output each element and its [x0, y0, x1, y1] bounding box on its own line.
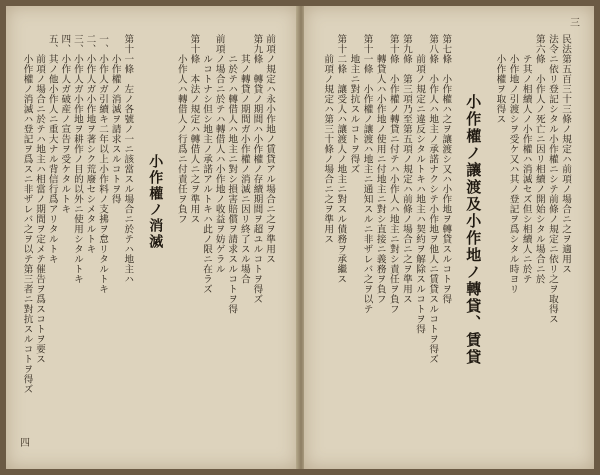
text-column: 前項ノ場合ニ於テハ地主ハ相當ノ期間ヲ定メテ催告ヲ爲スコトヲ要ス: [34, 44, 46, 364]
page-number: 四: [20, 438, 30, 449]
text-column: 二、小作人ガ小作地ヲ著シク荒廢セシメタルトキ: [84, 34, 96, 254]
text-column: 一、小作人ガ引續キ二年以上小作料ノ支拂ヲ怠リタルトキ: [97, 34, 109, 294]
text-column: 第六條 小作人ノ死亡ニ因リ相續ノ開始シタル場合ニ於: [533, 34, 545, 284]
text-column: 小作地ノ引渡シヲ受ケ又ハ其ノ登記ヲ爲シタル時ヨリ: [507, 44, 519, 294]
text-column: 第七條 小作權ハ之ヲ讓渡シ又ハ小作地ヲ轉貸スルコトヲ得: [440, 34, 452, 304]
text-column: テ其ノ相續人ノ小作權ハ消滅セズ但シ相續人ニ於テ: [520, 44, 532, 284]
page-number: 三: [570, 18, 580, 29]
text-column: 五、其ノ他小作人ニ重大ナル背信行爲アリタルトキ: [47, 34, 58, 264]
text-column: 其ノ轉貸ノ期間ガ小作權ノ消滅ニ因リ終了スル場合: [239, 44, 250, 284]
text-column: 小作權ノ消滅ハ登記ヲ爲スニ非ザレバ之ヲ以テ第三者ニ對抗スルコトヲ得ズ: [21, 44, 33, 394]
right-page-text: [322, 34, 572, 435]
text-column: 第十條 本法ノ規定ハ轉借人ニ之ヲ準用ス: [188, 34, 200, 224]
left-page: [6, 6, 298, 469]
right-page: [304, 6, 594, 469]
text-column: ニ於テハ轉借人ハ地主ニ對シ損害賠償ヲ請求スルコトヲ得: [226, 44, 238, 314]
text-column: 前項ノ規定ハ第三十條ノ場合ニ之ヲ準用ス: [322, 44, 334, 244]
text-column: 小作權ノ消滅ヲ請求スルコトヲ得: [110, 44, 121, 204]
text-column: 第十一條 左ノ各號ノ一ニ該當スル場合ニ於テハ地主ハ: [122, 34, 134, 284]
text-column: 轉貸人ハ小作地ノ使用ニ付地主ニ對シ直接ニ義務ヲ負フ: [374, 44, 386, 304]
section-heading: 小作權ノ讓渡及小作地ノ轉貸、賃貸: [464, 94, 483, 366]
text-column: 前項ノ規定ニ違反シタルトキハ地主ハ契約ヲ解除スルコトヲ得: [414, 44, 425, 334]
left-page-text: [22, 34, 276, 435]
text-column: 小作人ハ轉借人ノ行爲ニ付責任ヲ負フ: [176, 44, 187, 224]
text-column: 第十條 小作權ノ轉貸ニ付テハ小作人ハ地主ニ對シ責任ヲ負フ: [387, 34, 399, 314]
text-column: 民法第五百三十三條ノ規定ハ前項ノ場合ニ之ヲ適用ス: [560, 34, 571, 274]
text-column: ルコトナシ但シ地主ノ承諾アルトキハ此ノ限ニ在ラズ: [201, 44, 213, 294]
text-column: 第八條 小作人ハ地主ノ承諾ナクシテ小作地ヲ他人ニ賃貸スルコトヲ得ズ: [427, 34, 439, 364]
text-column: 第九條 第三項乃至第五項ノ規定ハ前條ノ場合ニ之ヲ準用ス: [400, 34, 412, 304]
text-column: 地主ニ對抗スルコトヲ得ズ: [348, 44, 360, 174]
text-column: 第九條 轉貸ノ期間ハ小作權ノ存續期間ヲ超ユルコトヲ得ズ: [251, 34, 263, 304]
text-column: 前項ノ規定ハ永小作地ノ賃貸アル場合ニ之ヲ準用ス: [264, 34, 275, 264]
text-column: 第十一條 小作權ノ讓渡ハ地主ニ通知スルニ非ザレバ之ヲ以テ: [361, 34, 373, 314]
text-column: 三、小作人ガ小作地ヲ耕作ノ目的以外ニ使用シタルトキ: [72, 34, 83, 284]
text-column: 四、小作人ガ破産ノ宣告ヲ受ケタルトキ: [59, 34, 71, 214]
text-column: 第十二條 讓受人ハ讓渡人ノ地主ニ對スル債務ヲ承繼ス: [335, 34, 347, 284]
text-column: 法令ニ依リ登記シタル小作權ニシテ前條ノ規定ニ依リ之ヲ取得ス: [546, 34, 558, 324]
text-column: 前項ノ場合ニ於テハ轉借人ハ小作地ノ收益ヲ妨ゲラル: [214, 34, 225, 274]
section-heading: 小作權ノ消滅: [147, 154, 164, 250]
text-column: 小作權ヲ取得ス: [494, 44, 506, 124]
